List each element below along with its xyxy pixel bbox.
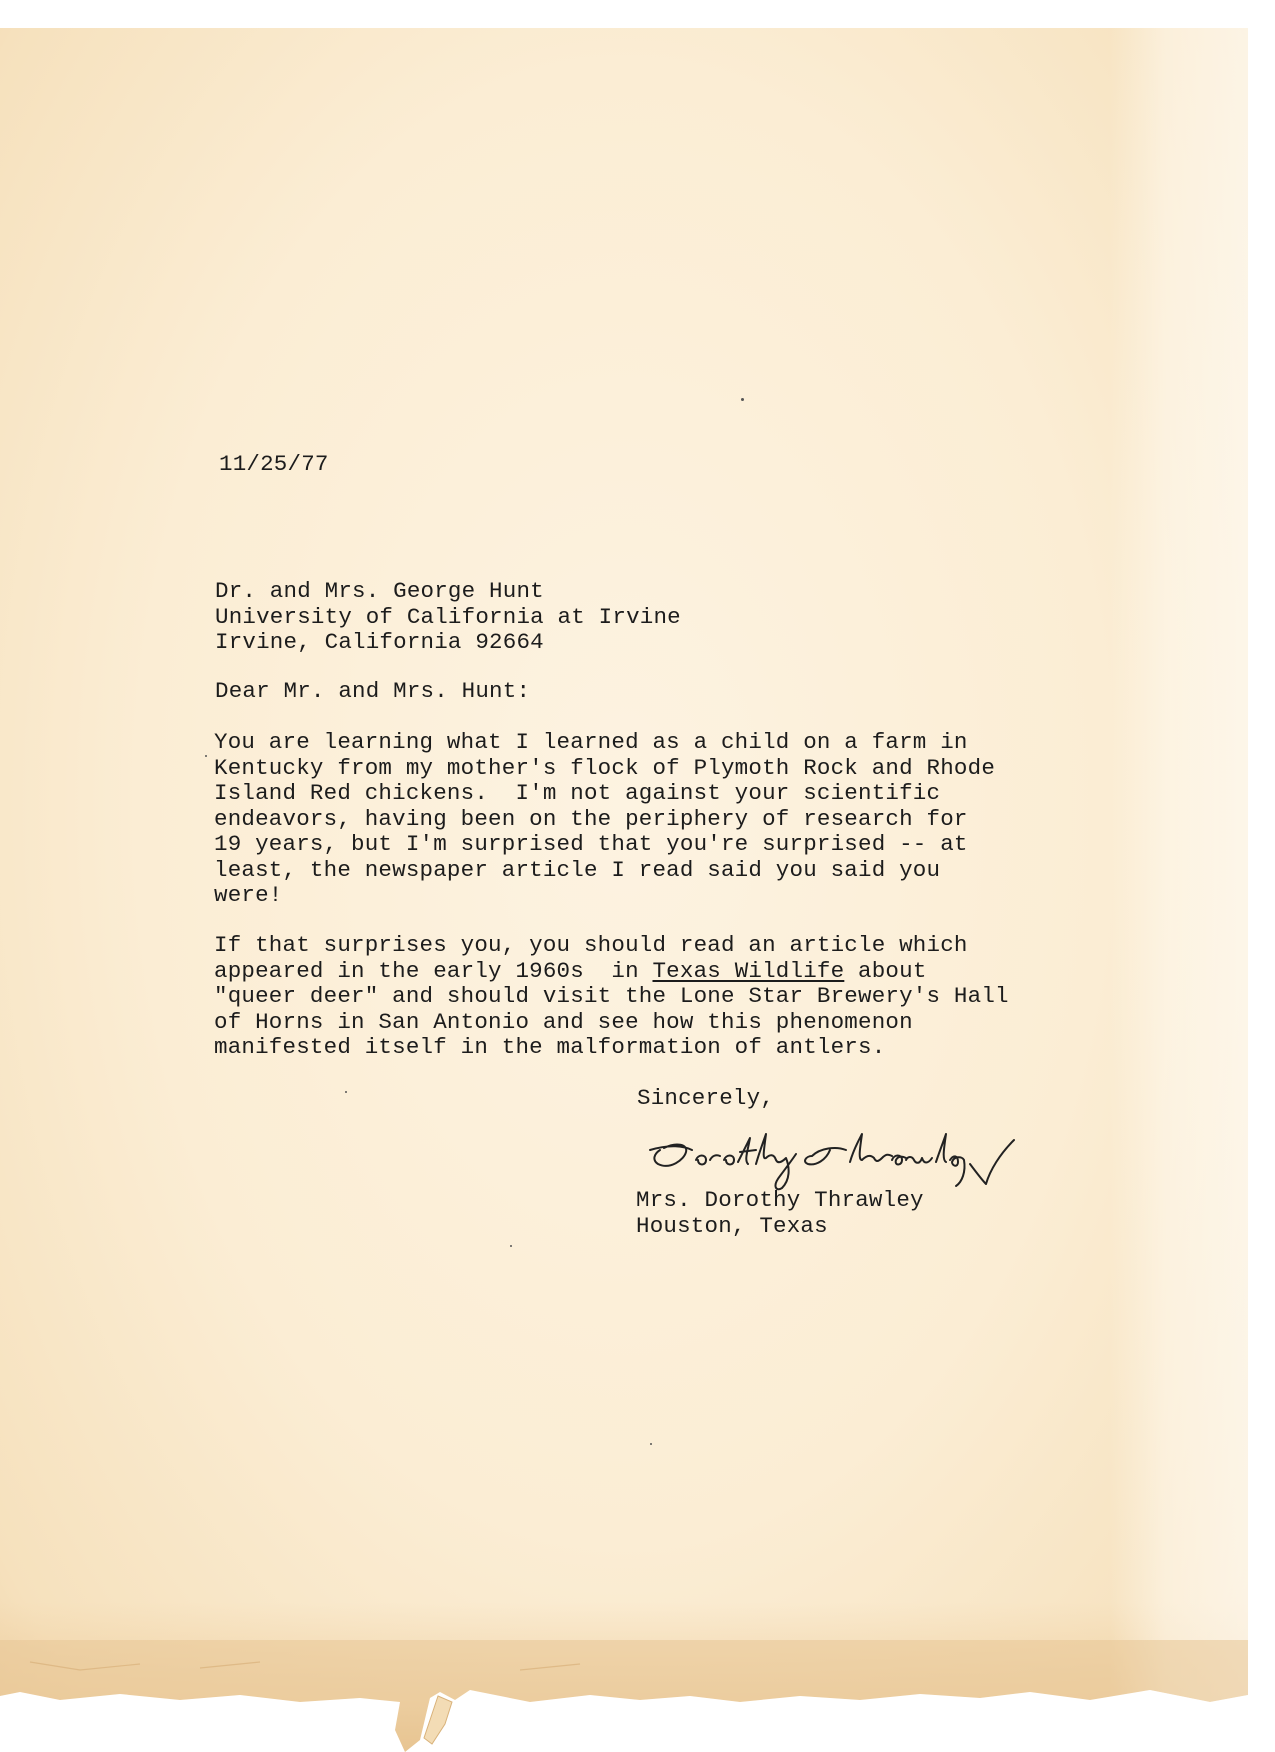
torn-bottom-edge — [0, 1640, 1275, 1752]
address-line: Dr. and Mrs. George Hunt — [215, 578, 544, 604]
paper-speck — [741, 398, 744, 401]
body-line: were! — [214, 882, 283, 908]
signer-location: Houston, Texas — [636, 1212, 828, 1239]
body-line: Island Red chickens. I'm not against your scientific — [214, 780, 941, 806]
salutation: Dear Mr. and Mrs. Hunt: — [215, 678, 531, 704]
body-line: If that surprises you, you should read an article which — [214, 932, 968, 958]
letter-date: 11/25/77 — [219, 451, 329, 477]
body-line: 19 years, but I'm surprised that you're surprised -- at — [214, 831, 968, 857]
paper-speck — [510, 1245, 512, 1247]
publication-title: Texas Wildlife — [652, 957, 845, 984]
paper-edge-highlight — [1110, 28, 1248, 1752]
paper-speck — [345, 1091, 347, 1093]
body-line: "queer deer" and should visit the Lone Star Brewery's Hall — [214, 983, 1009, 1009]
address-line: University of California at Irvine — [215, 603, 681, 630]
body-line: You are learning what I learned as a child on a farm in — [214, 729, 968, 755]
body-line: of Horns in San Antonio and see how this phenomenon — [214, 1008, 913, 1035]
body-line: endeavors, having been on the periphery of research for — [214, 805, 968, 832]
closing: Sincerely, — [637, 1085, 775, 1111]
body-line: least, the newspaper article I read said you said you — [214, 856, 941, 883]
body-line: Kentucky from my mother's flock of Plymoth Rock and Rhode — [214, 754, 996, 781]
paragraph-1 — [214, 730, 995, 909]
signer-name: Mrs. Dorothy Thrawley — [636, 1187, 924, 1213]
signer-block — [636, 1188, 924, 1239]
paper-speck — [205, 755, 207, 757]
body-line: appeared in the early 1960s in — [214, 957, 653, 984]
paper-speck — [650, 1443, 652, 1445]
body-line: about — [844, 957, 927, 984]
paragraph-2 — [214, 933, 1009, 1061]
body-line: manifested itself in the malformation of antlers. — [214, 1034, 886, 1060]
address-line: Irvine, California 92664 — [215, 629, 544, 655]
recipient-address — [215, 579, 681, 656]
